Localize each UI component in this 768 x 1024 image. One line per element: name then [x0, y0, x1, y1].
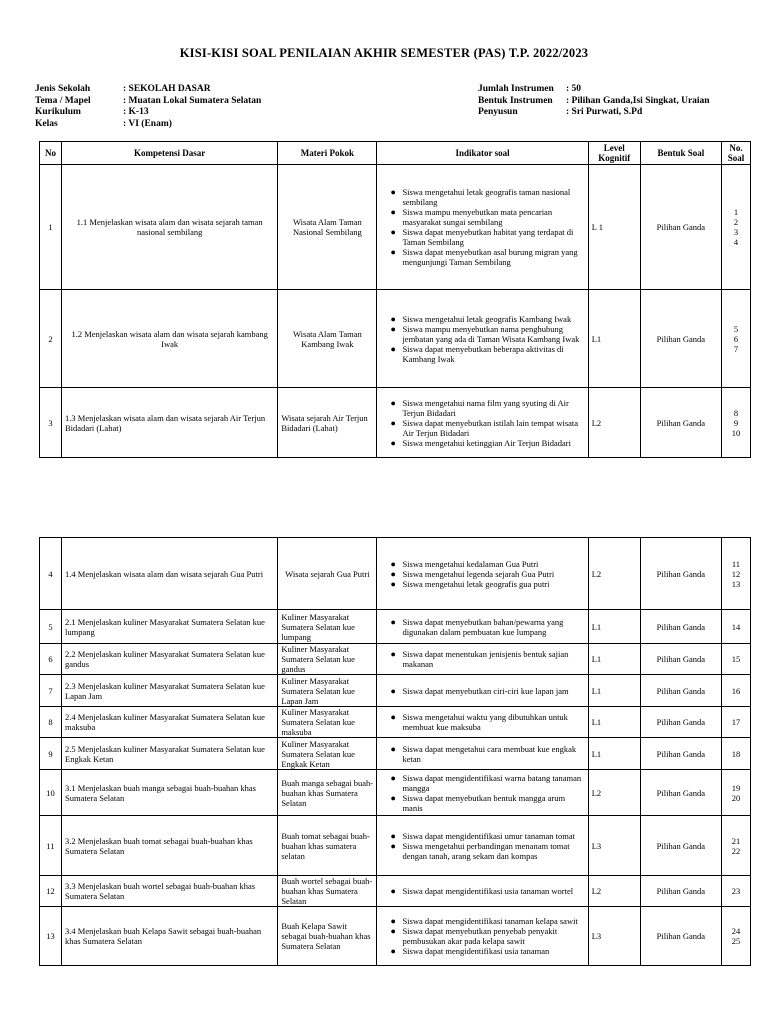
kompetensi-dasar-cell: 2.3 Menjelaskan kuliner Masyarakat Sumatera Selatan kue Lapan Jam	[62, 675, 278, 707]
indikator-list	[380, 712, 584, 732]
row-number: 5	[40, 610, 62, 644]
indikator-cell	[377, 738, 588, 770]
header-bentuk-soal: Bentuk Soal	[640, 142, 721, 165]
kompetensi-dasar-cell: 2.4 Menjelaskan kuliner Masyarakat Sumatera Selatan kue maksuba	[62, 707, 278, 738]
table-header-row	[40, 142, 751, 165]
bentuk-soal-cell: Pilihan Ganda	[640, 165, 721, 290]
no-soal-cell	[721, 165, 750, 290]
indikator-list	[380, 686, 584, 696]
meta-value: : Sri Purwati, S.Pd	[566, 107, 643, 117]
kompetensi-dasar-cell: 3.1 Menjelaskan buah manga sebagai buah-buahan khas Sumatera Selatan	[62, 770, 278, 816]
bentuk-soal-cell: Pilihan Ganda	[640, 816, 721, 876]
indikator-item: ● Siswa mengetahui letak geografis gua putri	[390, 579, 584, 589]
table-row	[40, 816, 751, 876]
indikator-item: ● Siswa mengetahui ketinggian Air Terjun Bidadari	[390, 438, 584, 448]
materi-pokok-cell: Buah tomat sebagai buah-buahan khas sumatera selatan	[278, 816, 377, 876]
row-number: 3	[40, 388, 62, 458]
level-kognitif-cell: L2	[588, 876, 640, 907]
table-row	[40, 165, 751, 290]
bentuk-soal-cell: Pilihan Ganda	[640, 707, 721, 738]
no-soal-number: 13	[731, 578, 741, 589]
indikator-cell	[377, 610, 588, 644]
header-indikator-soal: Indikator soal	[377, 142, 588, 165]
no-soal-cell	[721, 707, 750, 738]
no-soal-number: 23	[731, 886, 741, 896]
kompetensi-dasar-cell: 1.4 Menjelaskan wisata alam dan wisata sejarah Gua Putri	[62, 538, 278, 610]
materi-pokok-cell: Kuliner Masyarakat Sumatera Selatan kue Engkak Ketan	[278, 738, 377, 770]
no-soal-number: 1	[733, 207, 739, 217]
header-materi-pokok: Materi Pokok	[278, 142, 377, 165]
indikator-cell	[377, 290, 588, 388]
row-number: 11	[40, 816, 62, 876]
level-kognitif-cell: L1	[588, 644, 640, 675]
materi-pokok-cell: Kuliner Masyarakat Sumatera Selatan kue gandus	[278, 644, 377, 675]
level-kognitif-cell: L1	[588, 707, 640, 738]
materi-pokok-cell: Kuliner Masyarakat Sumatera Selatan kue maksuba	[278, 707, 377, 738]
indikator-cell	[377, 165, 588, 290]
indikator-item: ● Siswa dapat mengetahui cara membuat kue engkak ketan	[390, 744, 584, 764]
row-number: 8	[40, 707, 62, 738]
meta-label: Tema / Mapel	[35, 95, 91, 106]
no-soal-number: 22	[731, 845, 741, 856]
indikator-item: ● Siswa dapat menyebutkan beberapa aktivitas di Kambang Iwak	[390, 344, 584, 364]
no-soal-number: 7	[733, 343, 739, 354]
indikator-item: ● Siswa mengetahui kedalaman Gua Putri	[390, 559, 584, 569]
meta-value: : VI (Enam)	[123, 118, 172, 129]
meta-row	[35, 84, 261, 96]
indikator-item: ● Siswa mengetahui legenda sejarah Gua Putri	[390, 569, 584, 579]
header-no: No	[40, 142, 62, 165]
meta-row	[478, 107, 710, 119]
row-number: 6	[40, 644, 62, 675]
no-soal-cell	[721, 816, 750, 876]
table-row	[40, 644, 751, 675]
indikator-item: ● Siswa mengetahui perbandingan menanam tomat dengan tanah, arang sekam dan kompas	[390, 841, 584, 861]
no-soal-number: 2	[733, 217, 739, 227]
kompetensi-dasar-cell: 1.1 Menjelaskan wisata alam dan wisata sejarah taman nasional sembilang	[62, 165, 278, 290]
indikator-list	[380, 649, 584, 669]
no-soal-number: 17	[731, 717, 741, 727]
row-number: 12	[40, 876, 62, 907]
no-soal-number: 19	[731, 782, 741, 793]
indikator-item: ● Siswa mengetahui letak geografis Kambang Iwak	[390, 314, 584, 324]
indikator-item: ● Siswa dapat menyebutkan bentuk mangga arum manis	[390, 793, 584, 813]
no-soal-cell	[721, 907, 750, 966]
indikator-item: ● Siswa mengetahui nama film yang syuting di Air Terjun Bidadari	[390, 398, 584, 418]
indikator-item: ● Siswa dapat menyebutkan penyebab penyakit pembusukan akar pada kelapa sawit	[390, 926, 584, 946]
indikator-list	[380, 314, 584, 364]
row-number: 1	[40, 165, 62, 290]
meta-value: : Pilihan Ganda,Isi Singkat, Uraian	[566, 95, 710, 106]
meta-value: : 50	[566, 84, 582, 94]
kompetensi-dasar-cell: 1.3 Menjelaskan wisata alam dan wisata sejarah Air Terjun Bidadari (Lahat)	[62, 388, 278, 458]
indikator-list	[380, 773, 584, 813]
no-soal-number: 4	[733, 237, 739, 247]
indikator-item: ● Siswa dapat menyebutkan habitat yang terdapat di Taman Sembilang	[390, 227, 584, 247]
meta-right	[478, 84, 710, 119]
indikator-item: ● Siswa mampu menyebutkan mata pencarian masyarakat sungai sembilang	[390, 207, 584, 227]
no-soal-number: 11	[731, 558, 741, 569]
meta-value: : SEKOLAH DASAR	[123, 84, 211, 94]
table-row	[40, 907, 751, 966]
bentuk-soal-cell: Pilihan Ganda	[640, 675, 721, 707]
indikator-cell	[377, 816, 588, 876]
no-soal-number: 8	[733, 407, 739, 418]
meta-label: Kelas	[35, 118, 58, 129]
indikator-item: ● Siswa dapat mengidentifikasi umur tanaman tomat	[390, 831, 584, 841]
meta-row	[478, 96, 710, 108]
meta-label: Jenis Sekolah	[35, 84, 91, 94]
meta-left	[35, 84, 261, 130]
table-row	[40, 610, 751, 644]
bentuk-soal-cell: Pilihan Ganda	[640, 770, 721, 816]
bentuk-soal-cell: Pilihan Ganda	[640, 738, 721, 770]
meta-label: Penyusun	[478, 107, 518, 117]
no-soal-number: 14	[731, 621, 741, 632]
row-number: 2	[40, 290, 62, 388]
meta-row	[35, 119, 261, 131]
level-kognitif-cell: L1	[588, 610, 640, 644]
kisi-kisi-table-page-2	[39, 537, 751, 966]
no-soal-number: 9	[733, 417, 739, 428]
no-soal-number: 10	[731, 427, 741, 438]
no-soal-number: 15	[731, 654, 741, 664]
indikator-cell	[377, 675, 588, 707]
materi-pokok-cell: Wisata sejarah Gua Putri	[278, 538, 377, 610]
kompetensi-dasar-cell: 3.2 Menjelaskan buah tomat sebagai buah-buahan khas Sumatera Selatan	[62, 816, 278, 876]
level-kognitif-cell: L 1	[588, 165, 640, 290]
materi-pokok-cell: Wisata Alam Taman Nasional Sembilang	[278, 165, 377, 290]
bentuk-soal-cell: Pilihan Ganda	[640, 290, 721, 388]
table-row	[40, 738, 751, 770]
indikator-item: ● Siswa mengetahui letak geografis taman nasional sembilang	[390, 187, 584, 207]
materi-pokok-cell: Wisata sejarah Air Terjun Bidadari (Lahat)	[278, 388, 377, 458]
bentuk-soal-cell: Pilihan Ganda	[640, 538, 721, 610]
materi-pokok-cell: Buah wortel sebagai buah-buahan khas Sumatera Selatan	[278, 876, 377, 907]
meta-value: : K-13	[123, 107, 149, 117]
no-soal-cell	[721, 290, 750, 388]
kisi-kisi-table-page-1	[39, 141, 751, 458]
materi-pokok-cell: Wisata Alam Taman Kambang Iwak	[278, 290, 377, 388]
level-kognitif-cell: L2	[588, 538, 640, 610]
no-soal-number: 25	[731, 936, 741, 946]
table-row	[40, 876, 751, 907]
no-soal-cell	[721, 876, 750, 907]
indikator-item: ● Siswa dapat menyebutkan bahan/pewarna yang digunakan dalam pembuatan kue lumpang	[390, 617, 584, 637]
indikator-list	[380, 831, 584, 861]
kompetensi-dasar-cell: 2.2 Menjelaskan kuliner Masyarakat Sumatera Selatan kue gandus	[62, 644, 278, 675]
indikator-list	[380, 744, 584, 764]
row-number: 9	[40, 738, 62, 770]
meta-label: Kurikulum	[35, 107, 81, 117]
indikator-list	[380, 617, 584, 637]
meta-row	[478, 84, 710, 96]
no-soal-cell	[721, 538, 750, 610]
materi-pokok-cell: Buah manga sebagai buah-buahan khas Sumatera Selatan	[278, 770, 377, 816]
table-row	[40, 707, 751, 738]
bentuk-soal-cell: Pilihan Ganda	[640, 388, 721, 458]
materi-pokok-cell: Buah Kelapa Sawit sebagai buah-buahan khas Sumatera Selatan	[278, 907, 377, 966]
indikator-cell	[377, 770, 588, 816]
meta-label: Jumlah Instrumen	[478, 84, 554, 94]
indikator-item: ● Siswa dapat menyebutkan asal burung migran yang mengunjungi Taman Sembilang	[390, 247, 584, 267]
kompetensi-dasar-cell: 2.5 Menjelaskan kuliner Masyarakat Sumatera Selatan kue Engkak Ketan	[62, 738, 278, 770]
indikator-item: ● Siswa dapat mengidentifikasi usia tanaman	[390, 946, 584, 956]
no-soal-number: 24	[731, 926, 741, 936]
level-kognitif-cell: L3	[588, 816, 640, 876]
row-number: 4	[40, 538, 62, 610]
indikator-cell	[377, 388, 588, 458]
materi-pokok-cell: Kuliner Masyarakat Sumatera Selatan kue lumpang	[278, 610, 377, 644]
indikator-list	[380, 916, 584, 956]
indikator-cell	[377, 876, 588, 907]
header-level-kognitif: Level Kognitif	[588, 142, 640, 165]
indikator-item: ● Siswa dapat mengidentifikasi warna batang tanaman mangga	[390, 773, 584, 793]
no-soal-cell	[721, 644, 750, 675]
no-soal-number: 6	[733, 333, 739, 344]
indikator-cell	[377, 907, 588, 966]
row-number: 13	[40, 907, 62, 966]
kompetensi-dasar-cell: 2.1 Menjelaskan kuliner Masyarakat Sumatera Selatan kue lumpang	[62, 610, 278, 644]
bentuk-soal-cell: Pilihan Ganda	[640, 644, 721, 675]
indikator-list	[380, 398, 584, 448]
indikator-item: ● Siswa dapat menyebutkan ciri-ciri kue lapan jam	[390, 686, 584, 696]
indikator-item: ● Siswa dapat menyebutkan istilah lain tempat wisata Air Terjun Bidadari	[390, 418, 584, 438]
level-kognitif-cell: L2	[588, 770, 640, 816]
indikator-item: ● Siswa dapat menentukan jenisjenis bentuk sajian makanan	[390, 649, 584, 669]
meta-row	[35, 96, 261, 108]
meta-label: Bentuk Instrumen	[478, 95, 553, 106]
bentuk-soal-cell: Pilihan Ganda	[640, 610, 721, 644]
document-title: KISI-KISI SOAL PENILAIAN AKHIR SEMESTER (PAS) T.P. 2022/2023	[179, 46, 589, 60]
no-soal-number: 18	[731, 748, 741, 759]
header-kompetensi-dasar: Kompetensi Dasar	[62, 142, 278, 165]
table-body	[40, 538, 751, 966]
no-soal-number: 5	[733, 323, 739, 334]
level-kognitif-cell: L2	[588, 388, 640, 458]
no-soal-cell	[721, 610, 750, 644]
materi-pokok-cell: Kuliner Masyarakat Sumatera Selatan kue Lapan Jam	[278, 675, 377, 707]
no-soal-cell	[721, 675, 750, 707]
no-soal-number: 20	[731, 792, 741, 803]
bentuk-soal-cell: Pilihan Ganda	[640, 876, 721, 907]
header-no-soal: No. Soal	[721, 142, 750, 165]
row-number: 10	[40, 770, 62, 816]
table-row	[40, 388, 751, 458]
level-kognitif-cell: L1	[588, 290, 640, 388]
kompetensi-dasar-cell: 3.3 Menjelaskan buah wortel sebagai buah-buahan khas Sumatera Selatan	[62, 876, 278, 907]
no-soal-number: 12	[731, 568, 741, 579]
indikator-list	[380, 886, 584, 896]
kompetensi-dasar-cell: 3.4 Menjelaskan buah Kelapa Sawit sebagai buah-buahan khas Sumatera Selatan	[62, 907, 278, 966]
table-body	[40, 165, 751, 458]
table-row	[40, 675, 751, 707]
table-row	[40, 770, 751, 816]
level-kognitif-cell: L3	[588, 907, 640, 966]
indikator-cell	[377, 538, 588, 610]
meta-row	[35, 107, 261, 119]
no-soal-cell	[721, 770, 750, 816]
indikator-list	[380, 559, 584, 589]
no-soal-number: 21	[731, 835, 741, 846]
indikator-item: ● Siswa dapat mengidentifikasi usia tanaman wortel	[390, 886, 584, 896]
table-row	[40, 538, 751, 610]
indikator-list	[380, 187, 584, 267]
no-soal-cell	[721, 388, 750, 458]
no-soal-cell	[721, 738, 750, 770]
no-soal-number: 3	[733, 227, 739, 237]
level-kognitif-cell: L1	[588, 738, 640, 770]
kompetensi-dasar-cell: 1.2 Menjelaskan wisata alam dan wisata sejarah kambang Iwak	[62, 290, 278, 388]
row-number: 7	[40, 675, 62, 707]
indikator-cell	[377, 707, 588, 738]
indikator-item: ● Siswa dapat mengidentifikasi tanaman kelapa sawit	[390, 916, 584, 926]
bentuk-soal-cell: Pilihan Ganda	[640, 907, 721, 966]
table-row	[40, 290, 751, 388]
meta-value: : Muatan Lokal Sumatera Selatan	[123, 95, 262, 106]
indikator-cell	[377, 644, 588, 675]
indikator-item: ● Siswa mengetahui waktu yang dibutuhkan untuk membuat kue maksuba	[390, 712, 584, 732]
level-kognitif-cell: L1	[588, 675, 640, 707]
indikator-item: ● Siswa mampu menyebutkan nama penghubung jembatan yang ada di Taman Wisata Kambang Iwak	[390, 324, 584, 344]
no-soal-number: 16	[731, 685, 741, 696]
